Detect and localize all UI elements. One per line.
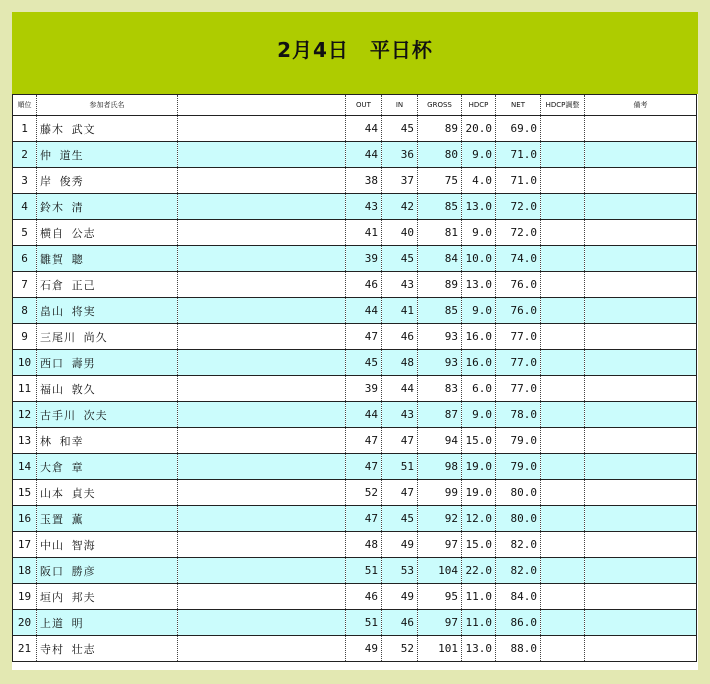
cell-remarks	[585, 402, 697, 428]
cell-rank: 9	[13, 324, 37, 350]
cell-hdcp-adjust	[541, 506, 585, 532]
cell-hdcp: 16.0	[462, 350, 496, 376]
cell-hdcp-adjust	[541, 272, 585, 298]
cell-hdcp-adjust	[541, 584, 585, 610]
cell-out: 43	[346, 194, 382, 220]
cell-in: 37	[382, 168, 418, 194]
cell-in: 42	[382, 194, 418, 220]
cell-name: 鈴木 清	[37, 194, 178, 220]
cell-remarks	[585, 298, 697, 324]
cell-gross: 75	[418, 168, 462, 194]
cell-hdcp: 4.0	[462, 168, 496, 194]
table-row	[13, 142, 697, 168]
cell-rank: 13	[13, 428, 37, 454]
cell-net: 77.0	[496, 350, 541, 376]
cell-name: 藤木 武文	[37, 116, 178, 142]
cell-out: 47	[346, 428, 382, 454]
cell-net: 77.0	[496, 324, 541, 350]
cell-hdcp-adjust	[541, 246, 585, 272]
page-title: 2月4日 平日杯	[277, 38, 433, 62]
cell-in: 45	[382, 116, 418, 142]
cell-name: 林 和幸	[37, 428, 178, 454]
cell-out: 44	[346, 116, 382, 142]
table-row	[13, 480, 697, 506]
cell-name: 雛賀 聰	[37, 246, 178, 272]
table-row	[13, 428, 697, 454]
table-row	[13, 272, 697, 298]
cell-rank: 4	[13, 194, 37, 220]
cell-gross: 98	[418, 454, 462, 480]
header-blank	[178, 95, 346, 116]
table-row	[13, 402, 697, 428]
cell-blank	[178, 350, 346, 376]
cell-out: 47	[346, 324, 382, 350]
header-out: OUT	[346, 95, 382, 116]
cell-hdcp: 9.0	[462, 402, 496, 428]
cell-hdcp-adjust	[541, 454, 585, 480]
cell-rank: 3	[13, 168, 37, 194]
cell-in: 47	[382, 480, 418, 506]
cell-gross: 83	[418, 376, 462, 402]
cell-out: 48	[346, 532, 382, 558]
table-row	[13, 610, 697, 636]
cell-out: 46	[346, 584, 382, 610]
cell-remarks	[585, 428, 697, 454]
cell-remarks	[585, 454, 697, 480]
cell-net: 88.0	[496, 636, 541, 662]
cell-name: 大倉 章	[37, 454, 178, 480]
cell-remarks	[585, 584, 697, 610]
header-row	[13, 95, 697, 116]
cell-rank: 11	[13, 376, 37, 402]
cell-rank: 19	[13, 584, 37, 610]
cell-name: 横自 公志	[37, 220, 178, 246]
cell-net: 69.0	[496, 116, 541, 142]
cell-hdcp: 16.0	[462, 324, 496, 350]
results-body	[13, 116, 697, 662]
cell-remarks	[585, 272, 697, 298]
cell-hdcp: 20.0	[462, 116, 496, 142]
cell-net: 72.0	[496, 194, 541, 220]
cell-name: 山本 貞夫	[37, 480, 178, 506]
cell-blank	[178, 116, 346, 142]
cell-hdcp-adjust	[541, 428, 585, 454]
cell-remarks	[585, 220, 697, 246]
cell-gross: 93	[418, 324, 462, 350]
cell-rank: 5	[13, 220, 37, 246]
cell-net: 86.0	[496, 610, 541, 636]
cell-out: 39	[346, 246, 382, 272]
cell-net: 72.0	[496, 220, 541, 246]
title-banner	[12, 12, 698, 94]
cell-gross: 93	[418, 350, 462, 376]
table-row	[13, 168, 697, 194]
cell-gross: 85	[418, 298, 462, 324]
cell-blank	[178, 298, 346, 324]
cell-rank: 14	[13, 454, 37, 480]
cell-blank	[178, 506, 346, 532]
cell-remarks	[585, 324, 697, 350]
cell-remarks	[585, 194, 697, 220]
table-row	[13, 532, 697, 558]
cell-rank: 1	[13, 116, 37, 142]
cell-net: 76.0	[496, 298, 541, 324]
cell-out: 47	[346, 454, 382, 480]
cell-blank	[178, 402, 346, 428]
cell-out: 46	[346, 272, 382, 298]
table-row	[13, 454, 697, 480]
table-row	[13, 324, 697, 350]
cell-hdcp: 15.0	[462, 532, 496, 558]
cell-gross: 97	[418, 610, 462, 636]
cell-net: 71.0	[496, 142, 541, 168]
table-row	[13, 636, 697, 662]
cell-gross: 89	[418, 116, 462, 142]
results-sheet	[12, 12, 698, 670]
table-row	[13, 558, 697, 584]
cell-hdcp: 9.0	[462, 142, 496, 168]
cell-name: 中山 智海	[37, 532, 178, 558]
cell-blank	[178, 454, 346, 480]
cell-rank: 16	[13, 506, 37, 532]
cell-hdcp: 12.0	[462, 506, 496, 532]
cell-hdcp: 19.0	[462, 454, 496, 480]
header-hdcp: HDCP	[462, 95, 496, 116]
cell-hdcp-adjust	[541, 350, 585, 376]
cell-in: 45	[382, 506, 418, 532]
cell-gross: 94	[418, 428, 462, 454]
cell-net: 80.0	[496, 480, 541, 506]
cell-hdcp: 22.0	[462, 558, 496, 584]
cell-hdcp: 11.0	[462, 610, 496, 636]
cell-name: 上道 明	[37, 610, 178, 636]
cell-in: 49	[382, 532, 418, 558]
cell-blank	[178, 636, 346, 662]
cell-name: 石倉 正己	[37, 272, 178, 298]
cell-out: 41	[346, 220, 382, 246]
cell-name: 古手川 次夫	[37, 402, 178, 428]
cell-gross: 99	[418, 480, 462, 506]
cell-hdcp-adjust	[541, 324, 585, 350]
cell-net: 82.0	[496, 558, 541, 584]
cell-in: 40	[382, 220, 418, 246]
cell-blank	[178, 194, 346, 220]
table-row	[13, 584, 697, 610]
cell-name: 阪口 勝彦	[37, 558, 178, 584]
header-in: IN	[382, 95, 418, 116]
cell-remarks	[585, 506, 697, 532]
cell-in: 46	[382, 324, 418, 350]
cell-gross: 89	[418, 272, 462, 298]
table-row	[13, 506, 697, 532]
cell-gross: 97	[418, 532, 462, 558]
cell-out: 44	[346, 298, 382, 324]
cell-net: 76.0	[496, 272, 541, 298]
cell-rank: 21	[13, 636, 37, 662]
cell-out: 45	[346, 350, 382, 376]
cell-hdcp: 13.0	[462, 272, 496, 298]
cell-name: 垣内 邦夫	[37, 584, 178, 610]
table-row	[13, 116, 697, 142]
cell-remarks	[585, 532, 697, 558]
header-rank: 順位	[13, 95, 37, 116]
cell-net: 80.0	[496, 506, 541, 532]
cell-blank	[178, 168, 346, 194]
header-name: 参加者氏名	[37, 95, 178, 116]
cell-hdcp-adjust	[541, 298, 585, 324]
cell-net: 82.0	[496, 532, 541, 558]
cell-blank	[178, 142, 346, 168]
cell-hdcp: 11.0	[462, 584, 496, 610]
cell-hdcp: 13.0	[462, 194, 496, 220]
table-row	[13, 376, 697, 402]
cell-rank: 20	[13, 610, 37, 636]
cell-rank: 17	[13, 532, 37, 558]
cell-rank: 7	[13, 272, 37, 298]
cell-remarks	[585, 116, 697, 142]
cell-blank	[178, 246, 346, 272]
cell-blank	[178, 272, 346, 298]
cell-remarks	[585, 142, 697, 168]
cell-rank: 18	[13, 558, 37, 584]
table-row	[13, 298, 697, 324]
cell-hdcp: 15.0	[462, 428, 496, 454]
cell-out: 44	[346, 142, 382, 168]
cell-hdcp: 10.0	[462, 246, 496, 272]
cell-remarks	[585, 480, 697, 506]
cell-remarks	[585, 636, 697, 662]
cell-name: 畠山 将実	[37, 298, 178, 324]
cell-hdcp: 19.0	[462, 480, 496, 506]
cell-hdcp-adjust	[541, 220, 585, 246]
cell-gross: 104	[418, 558, 462, 584]
cell-in: 53	[382, 558, 418, 584]
cell-hdcp: 13.0	[462, 636, 496, 662]
cell-hdcp-adjust	[541, 168, 585, 194]
cell-gross: 92	[418, 506, 462, 532]
cell-in: 47	[382, 428, 418, 454]
cell-hdcp-adjust	[541, 194, 585, 220]
cell-rank: 6	[13, 246, 37, 272]
cell-net: 79.0	[496, 428, 541, 454]
cell-in: 52	[382, 636, 418, 662]
cell-in: 46	[382, 610, 418, 636]
results-table	[12, 94, 697, 662]
cell-in: 43	[382, 402, 418, 428]
table-row	[13, 350, 697, 376]
header-hdcp-adjust: HDCP調整	[541, 95, 585, 116]
cell-net: 71.0	[496, 168, 541, 194]
cell-name: 岸 俊秀	[37, 168, 178, 194]
cell-name: 三尾川 尚久	[37, 324, 178, 350]
cell-hdcp: 9.0	[462, 220, 496, 246]
cell-out: 39	[346, 376, 382, 402]
cell-in: 51	[382, 454, 418, 480]
header-remarks: 備考	[585, 95, 697, 116]
cell-gross: 80	[418, 142, 462, 168]
cell-blank	[178, 376, 346, 402]
cell-blank	[178, 532, 346, 558]
cell-net: 78.0	[496, 402, 541, 428]
cell-in: 44	[382, 376, 418, 402]
cell-hdcp-adjust	[541, 558, 585, 584]
cell-blank	[178, 480, 346, 506]
cell-gross: 81	[418, 220, 462, 246]
table-row	[13, 246, 697, 272]
cell-in: 45	[382, 246, 418, 272]
cell-hdcp-adjust	[541, 116, 585, 142]
cell-blank	[178, 584, 346, 610]
cell-net: 84.0	[496, 584, 541, 610]
cell-rank: 2	[13, 142, 37, 168]
cell-blank	[178, 324, 346, 350]
cell-hdcp-adjust	[541, 480, 585, 506]
cell-blank	[178, 610, 346, 636]
cell-remarks	[585, 168, 697, 194]
cell-net: 77.0	[496, 376, 541, 402]
cell-remarks	[585, 376, 697, 402]
cell-in: 49	[382, 584, 418, 610]
cell-rank: 10	[13, 350, 37, 376]
cell-hdcp-adjust	[541, 532, 585, 558]
cell-in: 48	[382, 350, 418, 376]
cell-hdcp-adjust	[541, 376, 585, 402]
table-row	[13, 220, 697, 246]
cell-gross: 87	[418, 402, 462, 428]
cell-in: 43	[382, 272, 418, 298]
cell-hdcp-adjust	[541, 610, 585, 636]
cell-remarks	[585, 610, 697, 636]
cell-rank: 12	[13, 402, 37, 428]
cell-gross: 101	[418, 636, 462, 662]
cell-blank	[178, 558, 346, 584]
cell-hdcp: 6.0	[462, 376, 496, 402]
cell-rank: 8	[13, 298, 37, 324]
cell-hdcp-adjust	[541, 402, 585, 428]
cell-out: 44	[346, 402, 382, 428]
cell-out: 51	[346, 558, 382, 584]
cell-gross: 95	[418, 584, 462, 610]
cell-remarks	[585, 350, 697, 376]
cell-name: 西口 壽男	[37, 350, 178, 376]
cell-gross: 84	[418, 246, 462, 272]
cell-name: 寺村 壮志	[37, 636, 178, 662]
cell-name: 玉置 薫	[37, 506, 178, 532]
cell-in: 41	[382, 298, 418, 324]
cell-blank	[178, 220, 346, 246]
cell-name: 福山 敦久	[37, 376, 178, 402]
cell-name: 仲 道生	[37, 142, 178, 168]
cell-net: 74.0	[496, 246, 541, 272]
cell-hdcp: 9.0	[462, 298, 496, 324]
header-gross: GROSS	[418, 95, 462, 116]
cell-gross: 85	[418, 194, 462, 220]
cell-remarks	[585, 246, 697, 272]
cell-out: 51	[346, 610, 382, 636]
cell-blank	[178, 428, 346, 454]
cell-out: 49	[346, 636, 382, 662]
cell-rank: 15	[13, 480, 37, 506]
cell-out: 52	[346, 480, 382, 506]
cell-net: 79.0	[496, 454, 541, 480]
table-row	[13, 194, 697, 220]
cell-hdcp-adjust	[541, 636, 585, 662]
cell-in: 36	[382, 142, 418, 168]
cell-out: 38	[346, 168, 382, 194]
header-net: NET	[496, 95, 541, 116]
cell-hdcp-adjust	[541, 142, 585, 168]
cell-out: 47	[346, 506, 382, 532]
cell-remarks	[585, 558, 697, 584]
